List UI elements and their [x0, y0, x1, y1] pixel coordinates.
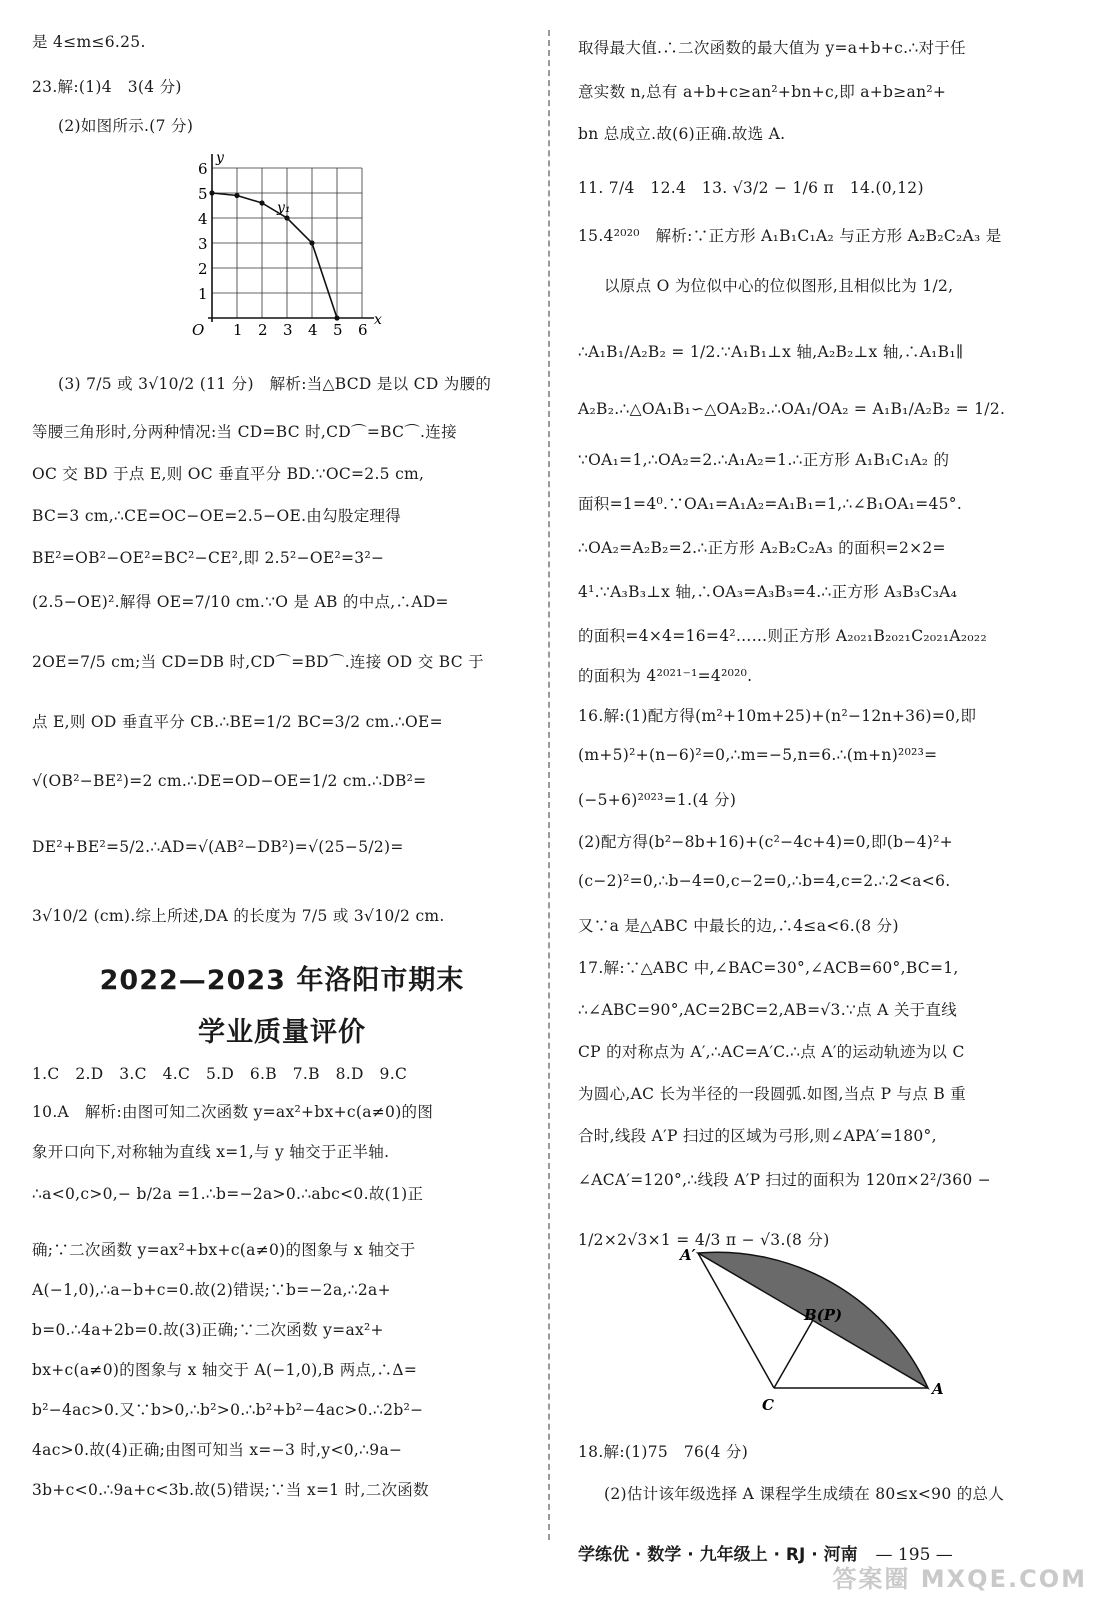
left-text-line: b=0.∴4a+2b=0.故(3)正确;∵二次函数 y=ax²+ [32, 1321, 384, 1339]
line-c-b [774, 1320, 813, 1388]
right-text-line: (−5+6)²⁰²³=1.(4 分) [578, 791, 737, 809]
label-a: A [932, 1380, 944, 1398]
left-text-line: ∴a<0,c>0,− b/2a =1.∴b=−2a>0.∴abc<0.故(1)正 [32, 1185, 424, 1203]
right-text-line: 11. 7/4 12.4 13. √3/2 − 1/6 π 14.(0,12) [578, 179, 924, 197]
y-tick-label: 5 [198, 185, 208, 203]
x-tick-label: 2 [258, 321, 268, 339]
origin-label: O [192, 321, 205, 339]
left-text-line: 是 4≤m≤6.25. [32, 33, 146, 51]
right-text-line: 又∵a 是△ABC 中最长的边,∴4≤a<6.(8 分) [578, 917, 899, 935]
left-text-line: 3b+c<0.∴9a+c<3b.故(5)错误;∵当 x=1 时,二次函数 [32, 1481, 429, 1499]
y-tick-label: 4 [198, 210, 208, 228]
right-text-line: 为圆心,AC 长为半径的一段圆弧.如图,当点 P 与点 B 重 [578, 1085, 967, 1103]
x-tick-label: 1 [233, 321, 243, 339]
right-text-line: 的面积为 4²⁰²¹⁻¹=4²⁰²⁰. [578, 667, 753, 685]
left-text-line: 等腰三角形时,分两种情况:当 CD=BC 时,CD⌒=BC⌒.连接 [32, 423, 457, 441]
right-text-line: ∴OA₂=A₂B₂=2.∴正方形 A₂B₂C₂A₃ 的面积=2×2= [578, 539, 946, 557]
right-text-line: CP 的对称点为 A′,∴AC=A′C.∴点 A′的运动轨迹为以 C [578, 1043, 965, 1061]
right-text-line: 1/2×2√3×1 = 4/3 π − √3.(8 分) [578, 1231, 830, 1249]
column-divider [548, 30, 550, 1540]
left-text-line: 2OE=7/5 cm;当 CD=DB 时,CD⌒=BD⌒.连接 OD 交 BC 于 [32, 653, 484, 671]
right-text-line: (2)配方得(b²−8b+16)+(c²−4c+4)=0,即(b−4)²+ [578, 833, 953, 851]
right-text-line: 意实数 n,总有 a+b+c≥an²+bn+c,即 a+b≥an²+ [578, 83, 947, 101]
right-text-line: 15.4²⁰²⁰ 解析:∵正方形 A₁B₁C₁A₂ 与正方形 A₂B₂C₂A₃ 是 [578, 227, 1002, 245]
section-heading-line1: 2022—2023 年洛阳市期末 [99, 965, 465, 996]
right-text-line: 17.解:∵△ABC 中,∠BAC=30°,∠ACB=60°,BC=1, [578, 959, 959, 977]
y-axis-label: y [216, 150, 224, 166]
left-text-line: OC 交 BD 于点 E,则 OC 垂直平分 BD.∵OC=2.5 cm, [32, 465, 425, 483]
function-graph [190, 148, 400, 348]
right-text-line: 16.解:(1)配方得(m²+10m+25)+(n²−12n+36)=0,即 [578, 707, 977, 725]
y-tick-label: 2 [198, 260, 208, 278]
curve-point [309, 240, 314, 245]
left-text-line: (2.5−OE)².解得 OE=7/10 cm.∵O 是 AB 的中点,∴AD= [32, 593, 449, 611]
curve-point [334, 315, 339, 320]
left-text-line: (3) 7/5 或 3√10/2 (11 分) 解析:当△BCD 是以 CD 为腰的 [58, 375, 492, 393]
left-text-line: DE²+BE²=5/2.∴AD=√(AB²−DB²)=√(25−5/2)= [32, 838, 404, 856]
watermark: 答案圈 MXQE.COM [832, 1565, 1087, 1593]
left-text-line: √(OB²−BE²)=2 cm.∴DE=OD−OE=1/2 cm.∴DB²= [32, 772, 427, 790]
left-text-line: A(−1,0),∴a−b+c=0.故(2)错误;∵b=−2a,∴2a+ [32, 1281, 391, 1299]
left-text-line: bx+c(a≠0)的图象与 x 轴交于 A(−1,0),B 两点,∴Δ= [32, 1361, 418, 1379]
left-text-line: 确;∵二次函数 y=ax²+bx+c(a≠0)的图象与 x 轴交于 [32, 1241, 416, 1259]
left-text-line: 1.C 2.D 3.C 4.C 5.D 6.B 7.B 8.D 9.C [32, 1065, 408, 1083]
left-text-line: 4ac>0.故(4)正确;由图可知当 x=−3 时,y<0,∴9a− [32, 1441, 403, 1459]
label-bp: B(P) [804, 1306, 843, 1324]
curve-label: y₁ [277, 199, 291, 216]
right-text-line: 4¹.∵A₃B₃⊥x 轴,∴OA₃=A₃B₃=4.∴正方形 A₃B₃C₃A₄ [578, 583, 958, 601]
right-text-line: (c−2)²=0,∴b−4=0,c−2=0,∴b=4,c=2.∴2<a<6. [578, 872, 951, 890]
right-text-line: ∠ACA′=120°,∴线段 A′P 扫过的面积为 120π×2²/360 − [578, 1171, 992, 1189]
left-text-line: (2)如图所示.(7 分) [58, 117, 194, 135]
section-heading-line2: 学业质量评价 [198, 1017, 366, 1048]
label-c: C [762, 1396, 774, 1414]
right-text-line: (m+5)²+(n−6)²=0,∴m=−5,n=6.∴(m+n)²⁰²³= [578, 746, 938, 764]
curve-point [259, 200, 264, 205]
right-text-line: ∴∠ABC=90°,AC=2BC=2,AB=√3.∵点 A 关于直线 [578, 1001, 958, 1019]
right-text-line: 的面积=4×4=16=4²……则正方形 A₂₀₂₁B₂₀₂₁C₂₀₂₁A₂₀₂₂ [578, 627, 987, 645]
left-text-line: 3√10/2 (cm).综上所述,DA 的长度为 7/5 或 3√10/2 cm. [32, 907, 445, 925]
left-text-line: 点 E,则 OD 垂直平分 CB.∴BE=1/2 BC=3/2 cm.∴OE= [32, 713, 443, 731]
x-tick-label: 3 [283, 321, 293, 339]
right-text-line: 合时,线段 A′P 扫过的区域为弓形,则∠APA′=180°, [578, 1127, 937, 1145]
left-text-line: 象开口向下,对称轴为直线 x=1,与 y 轴交于正半轴. [32, 1143, 390, 1161]
page-number: — 195 — [875, 1545, 953, 1565]
right-text-line: A₂B₂.∴△OA₁B₁∽△OA₂B₂.∴OA₁/OA₂ = A₁B₁/A₂B₂ = 1/2. [578, 400, 1006, 418]
left-text-line: BE²=OB²−OE²=BC²−CE²,即 2.5²−OE²=3²− [32, 549, 385, 567]
curve-point [284, 215, 289, 220]
x-tick-label: 6 [358, 321, 368, 339]
right-text-line: 取得最大值.∴二次函数的最大值为 y=a+b+c.∴对于任 [578, 39, 966, 57]
right-text-line: (2)估计该年级选择 A 课程学生成绩在 80≤x<90 的总人 [604, 1485, 1005, 1503]
curve-point [234, 193, 239, 198]
y-tick-label: 3 [198, 235, 208, 253]
curve-point [209, 190, 214, 195]
left-text-line: 23.解:(1)4 3(4 分) [32, 78, 182, 96]
left-text-line: BC=3 cm,∴CE=OC−OE=2.5−OE.由勾股定理得 [32, 507, 402, 525]
x-tick-label: 4 [308, 321, 318, 339]
left-text-line: b²−4ac>0.又∵b>0,∴b²>0.∴b²+b²−4ac>0.∴2b²− [32, 1401, 424, 1419]
right-text-line: bn 总成立.故(6)正确.故选 A. [578, 125, 786, 143]
curve-y1 [212, 193, 337, 318]
label-a-prime: A′ [680, 1246, 696, 1264]
left-text-line: 10.A 解析:由图可知二次函数 y=ax²+bx+c(a≠0)的图 [32, 1103, 434, 1121]
right-text-line: ∴A₁B₁/A₂B₂ = 1/2.∵A₁B₁⊥x 轴,A₂B₂⊥x 轴,∴A₁B₁∥ [578, 343, 964, 361]
right-text-line: ∵OA₁=1,∴OA₂=2.∴A₁A₂=1.∴正方形 A₁B₁C₁A₂ 的 [578, 451, 950, 469]
y-tick-label: 6 [198, 160, 208, 178]
y-tick-label: 1 [198, 285, 208, 303]
x-tick-label: 5 [333, 321, 343, 339]
figure-17-diagram [670, 1238, 960, 1418]
x-axis-label: x [374, 312, 382, 328]
right-text-line: 面积=1=4⁰.∵OA₁=A₁A₂=A₁B₁=1,∴∠B₁OA₁=45°. [578, 495, 963, 513]
right-text-line: 18.解:(1)75 76(4 分) [578, 1443, 749, 1461]
right-text-line: 以原点 O 为位似中心的位似图形,且相似比为 1/2, [604, 277, 954, 295]
footer-text: 学练优 · 数学 · 九年级上 · RJ · 河南 [578, 1545, 858, 1565]
